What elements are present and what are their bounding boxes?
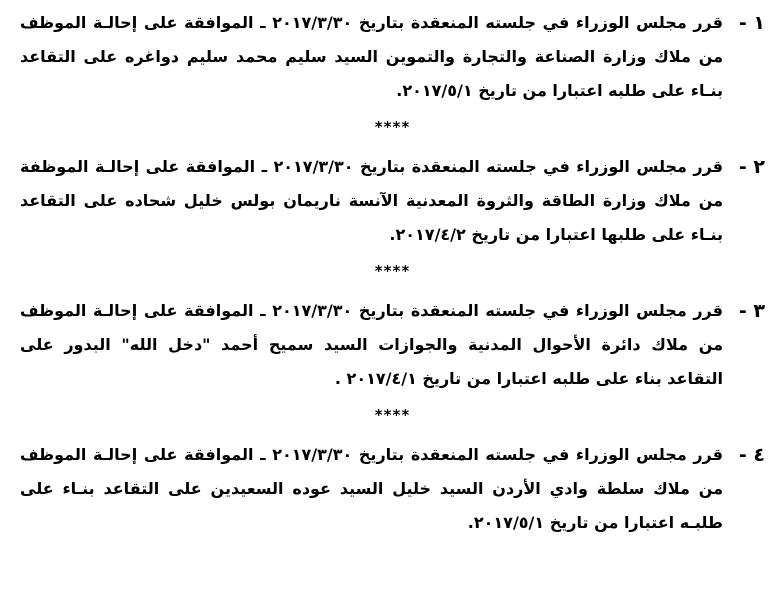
decision-number: ٢ - [738,156,765,178]
decision-item-3 [20,294,765,396]
decision-text: قرر مجلس الوزراء في جلسته المنعقدة بتاريخ ٢٠١٧/٣/٣٠ ـ الموافقة على إحالـة الموظف من ملاك سلطة وادي الأردن السيد خليل السيد عوده السعيدين على التقاعد بنـاء على طلبـه اعتبارا من تاريخ ٢٠١٧/٥/١. [20,445,723,532]
separator: **** [374,262,411,280]
decision-number: ٣ - [738,300,765,322]
decision-text: قرر مجلس الوزراء في جلسته المنعقدة بتاريخ ٢٠١٧/٣/٣٠ ـ الموافقة على إحالـة الموظف من ملاك وزارة الصناعة والتجارة والتموين السيد سليم محمد سليم دواغره على التقاعد بنـاء على طلبه اعتبارا من تاريخ ٢٠١٧/٥/١. [20,13,723,100]
decision-text: قرر مجلس الوزراء في جلسته المنعقدة بتاريخ ٢٠١٧/٣/٣٠ ـ الموافقة على إحالـة الموظف من ملاك دائرة الأحوال المدنية والجوازات السيد سميح أحمد "دخل الله" البدور على التقاعد بناء على طلبه اعتبارا من تاريخ ٢٠١٧/٤/١ . [20,301,723,388]
decision-item-1 [20,6,765,108]
decision-item-2 [20,150,765,252]
decision-number: ٤ - [738,444,765,466]
decision-text: قرر مجلس الوزراء في جلسته المنعقدة بتاريخ ٢٠١٧/٣/٣٠ ـ الموافقة على إحالـة الموظفة من ملاك وزارة الطاقة والثروة المعدنية الآنسة ناريمان بولس خليل شحاده على التقاعد بنـاء على طلبها اعتبارا من تاريخ ٢٠١٧/٤/٢. [20,157,723,244]
separator: **** [374,118,411,136]
separator: **** [374,406,411,424]
decision-item-4 [20,438,765,540]
decision-number: ١ - [738,12,765,34]
